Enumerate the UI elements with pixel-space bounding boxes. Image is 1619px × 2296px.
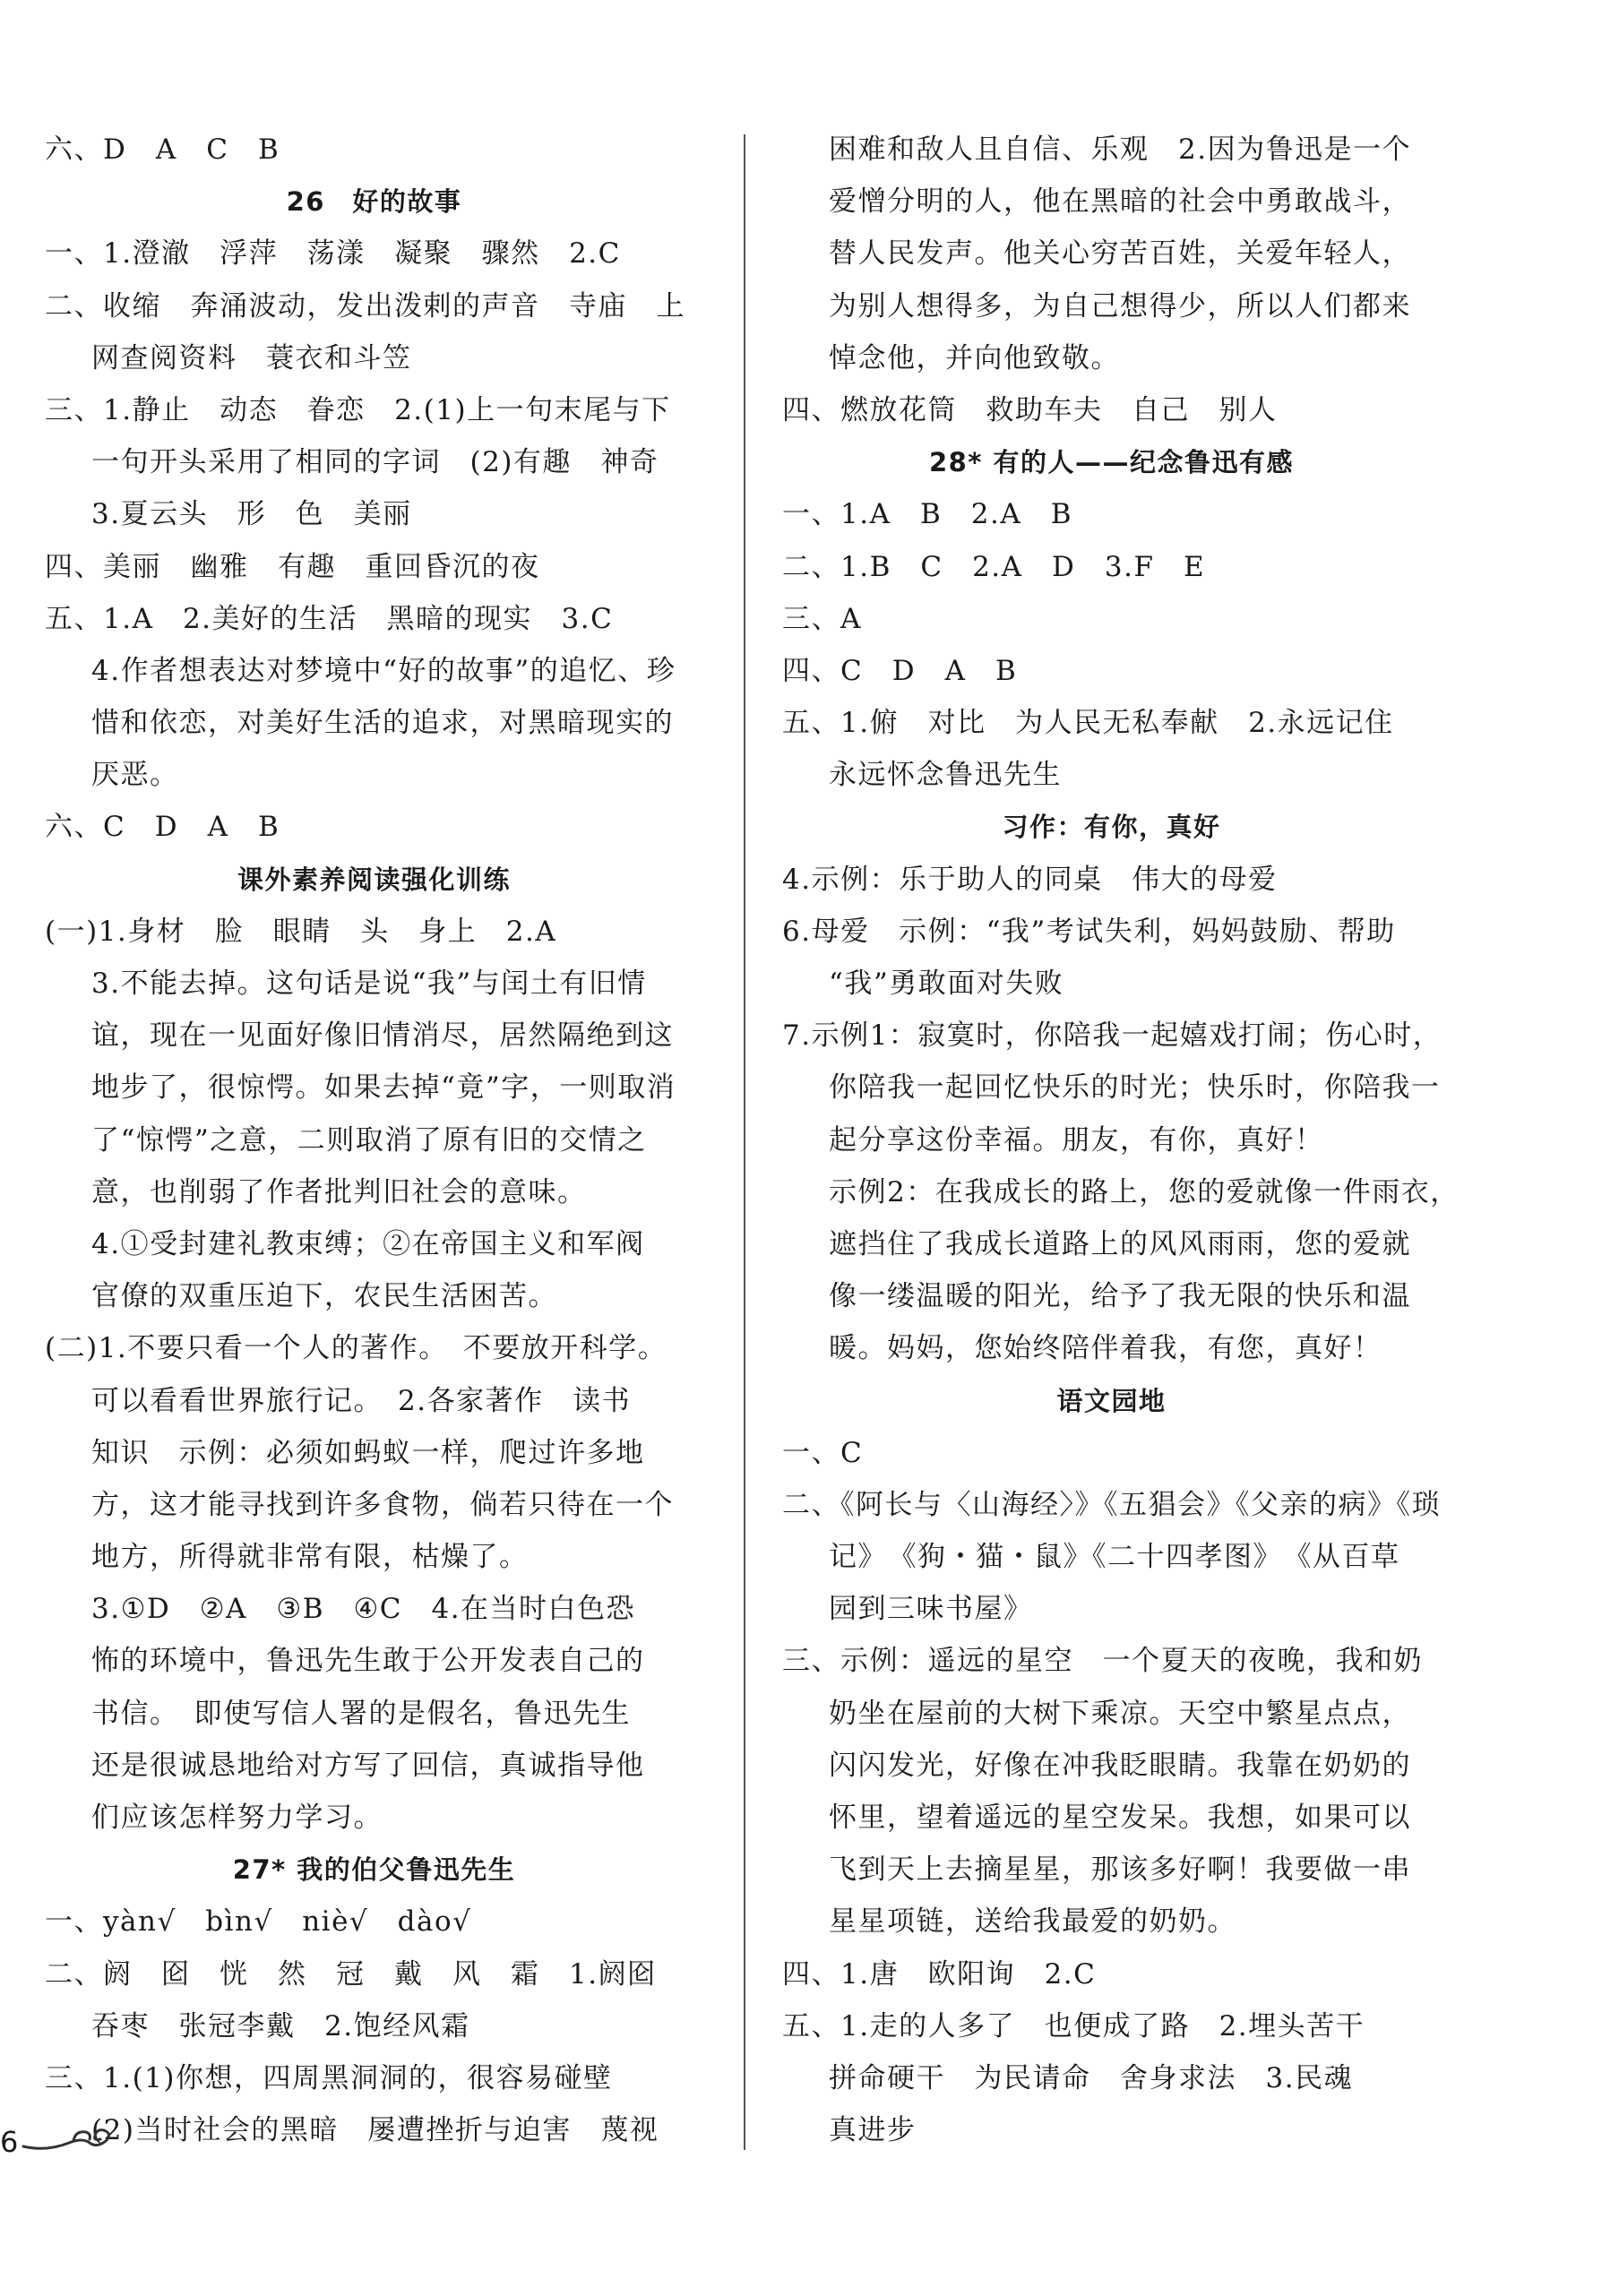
answer-line: (2)当时社会的黑暗 屡遭挫折与迫害 蔑视	[91, 2114, 659, 2147]
answer-line: 可以看看世界旅行记。 2.各家著作 读书	[91, 1384, 632, 1417]
answer-line: 6.母爱 示例：“我”考试失利，妈妈鼓励、帮助	[782, 915, 1396, 948]
answer-line: 替人民发声。他关心穷苦百姓，关爱年轻人，	[829, 237, 1411, 271]
answer-line: 一句开头采用了相同的字词 (2)有趣 神奇	[91, 446, 659, 479]
answer-line: 示例2：在我成长的路上，您的爱就像一件雨衣，	[829, 1175, 1460, 1208]
answer-line: 方，这才能寻找到许多食物，倘若只待在一个	[91, 1488, 674, 1521]
answer-line: 二、收缩 奔涌波动，发出泼剌的声音 寺庙 上	[45, 289, 685, 322]
answer-line: 奶坐在屋前的大树下乘凉。天空中繁星点点，	[829, 1697, 1411, 1730]
answer-line: (一)1.身材 脸 眼睛 头 身上 2.A	[45, 915, 557, 948]
section-heading: 课外素养阅读强化训练	[237, 864, 511, 895]
answer-line: 二、《阿长与〈山海经〉》《五猖会》《父亲的病》《琐	[782, 1488, 1441, 1521]
answer-line: 四、燃放花筒 救助车夫 自己 别人	[782, 393, 1278, 426]
answer-line: 悼念他，并向他致敬。	[829, 341, 1120, 374]
answer-line: 困难和敌人且自信、乐观 2.因为鲁迅是一个	[829, 133, 1412, 166]
answer-line: 4.作者想表达对梦境中“好的故事”的追忆、珍	[91, 654, 676, 687]
answer-line: 7.示例1：寂寞时，你陪我一起嬉戏打闹；伤心时，	[782, 1019, 1442, 1053]
answer-line: 还是很诚恳地给对方写了回信，真诚指导他	[91, 1749, 645, 1782]
answer-line: 们应该怎样努力学习。	[91, 1802, 383, 1834]
answer-line: 起分享这份幸福。朋友，有你，真好！	[829, 1123, 1324, 1157]
answer-line: 四、1.唐 欧阳询 2.C	[782, 1957, 1097, 1991]
answer-line: 为别人想得多，为自己想得少，所以人们都来	[829, 289, 1411, 322]
answer-line: 3.夏云头 形 色 美丽	[91, 498, 412, 531]
answer-line: 拼命硬干 为民请命 舍身求法 3.民魂	[829, 2061, 1354, 2094]
answer-line: 惜和依恋，对美好生活的追求，对黑暗现实的	[91, 707, 674, 740]
answer-line: 三、1.(1)你想，四周黑洞洞的，很容易碰壁	[45, 2061, 613, 2094]
answer-line: 真进步	[829, 2114, 917, 2147]
answer-line: 像一缕温暖的阳光，给予了我无限的快乐和温	[829, 1280, 1411, 1313]
answer-line: 三、A	[782, 602, 862, 635]
answer-line: 知识 示例：必须如蚂蚁一样，爬过许多地	[91, 1436, 645, 1469]
answer-line: 爱憎分明的人，他在黑暗的社会中勇敢战斗，	[829, 185, 1411, 219]
answer-line: 谊，现在一见面好像旧情消尽，居然隔绝到这	[91, 1019, 674, 1053]
answer-line: 飞到天上去摘星星，那该多好啊！我要做一串	[829, 1853, 1411, 1887]
answer-line: 4.①受封建礼教束缚；②在帝国主义和军阀	[91, 1227, 645, 1260]
answer-line: 闪闪发光，好像在冲我眨眼睛。我靠在奶奶的	[829, 1749, 1411, 1782]
answer-line: 五、1.俯 对比 为人民无私奉献 2.永远记住	[782, 707, 1394, 740]
left-column	[45, 124, 703, 2156]
answer-line: 四、C D A B	[782, 654, 1018, 687]
answer-line: 官僚的双重压迫下，农民生活困苦。	[91, 1280, 557, 1313]
answer-line: 地步了，很惊愕。如果去掉“竟”字，一则取消	[91, 1071, 676, 1105]
page-number: 6	[0, 2125, 19, 2159]
answer-line: 一、C	[782, 1436, 864, 1469]
answer-line: 永远怀念鲁迅先生	[829, 759, 1062, 792]
answer-line: 三、示例：遥远的星空 一个夏天的夜晚，我和奶	[782, 1645, 1423, 1678]
section-heading: 语文园地	[1056, 1385, 1167, 1416]
answer-line: 园到三味书屋》	[829, 1593, 1033, 1626]
answer-line: 地方，所得就非常有限，枯燥了。	[91, 1541, 529, 1574]
answer-line: 四、美丽 幽雅 有趣 重回昏沉的夜	[45, 550, 540, 583]
answer-line: 二、阏 囵 恍 然 冠 戴 风 霜 1.阏囵	[45, 1957, 657, 1991]
answer-line: 怖的环境中，鲁迅先生敢于公开发表自己的	[91, 1645, 645, 1678]
answer-line: 厌恶。	[91, 759, 179, 792]
answer-line: “我”勇敢面对失败	[829, 967, 1064, 1000]
answer-line: 意，也削弱了作者批判旧社会的意味。	[91, 1175, 587, 1208]
answer-line: 一、1.澄澈 浮萍 荡漾 凝聚 骤然 2.C	[45, 237, 621, 271]
answer-line: 三、1.静止 动态 眷恋 2.(1)上一句末尾与下	[45, 393, 671, 426]
answer-line: 网查阅资料 蓑衣和斗笠	[91, 341, 412, 374]
section-heading: 27* 我的伯父鲁迅先生	[232, 1854, 516, 1886]
answer-line: 了“惊愕”之意，二则取消了原有旧的交情之	[91, 1123, 647, 1157]
answer-line: 二、1.B C 2.A D 3.F E	[782, 550, 1206, 583]
answer-line: 3.不能去掉。这句话是说“我”与闰土有旧情	[91, 967, 647, 1000]
answer-line: 六、D A C B	[45, 133, 280, 166]
section-heading: 28* 有的人——纪念鲁迅有感	[928, 447, 1295, 478]
answer-line: 星星项链，送给我最爱的奶奶。	[829, 1905, 1236, 1939]
answer-line: 五、1.走的人多了 也便成了路 2.埋头苦干	[782, 2009, 1365, 2042]
answer-line: 五、1.A 2.美好的生活 黑暗的现实 3.C	[45, 602, 614, 635]
answer-line: 怀里，望着遥远的星空发呆。我想，如果可以	[829, 1802, 1411, 1834]
right-column	[782, 124, 1460, 2156]
section-heading: 26 好的故事	[286, 186, 462, 218]
answer-line: 你陪我一起回忆快乐的时光；快乐时，你陪我一	[829, 1071, 1441, 1105]
section-heading: 习作：有你，真好	[1002, 812, 1221, 843]
answer-line: 4.示例：乐于助人的同桌 伟大的母爱	[782, 863, 1278, 896]
answer-line: 记》 《狗・猫・鼠》《二十四孝图》 《从百草	[829, 1541, 1400, 1574]
answer-line: 六、C D A B	[45, 811, 280, 844]
answer-line: 书信。 即使写信人署的是假名，鲁迅先生	[91, 1697, 631, 1730]
answer-line: 暖。妈妈，您始终陪伴着我，有您，真好！	[829, 1332, 1382, 1365]
cloud-ornament-icon	[20, 2121, 118, 2157]
answer-line: 3.①D ②A ③B ④C 4.在当时白色恐	[91, 1593, 636, 1626]
answer-line: 吞枣 张冠李戴 2.饱经风霜	[91, 2009, 470, 2042]
answer-line: 一、1.A B 2.A B	[782, 498, 1072, 531]
answer-line: (二)1.不要只看一个人的著作。 不要放开科学。	[45, 1332, 667, 1365]
answer-line: 遮挡住了我成长道路上的风风雨雨，您的爱就	[829, 1227, 1411, 1260]
answer-line: 一、yàn√ bìn√ niè√ dào√	[45, 1905, 472, 1939]
column-divider	[744, 134, 745, 2150]
